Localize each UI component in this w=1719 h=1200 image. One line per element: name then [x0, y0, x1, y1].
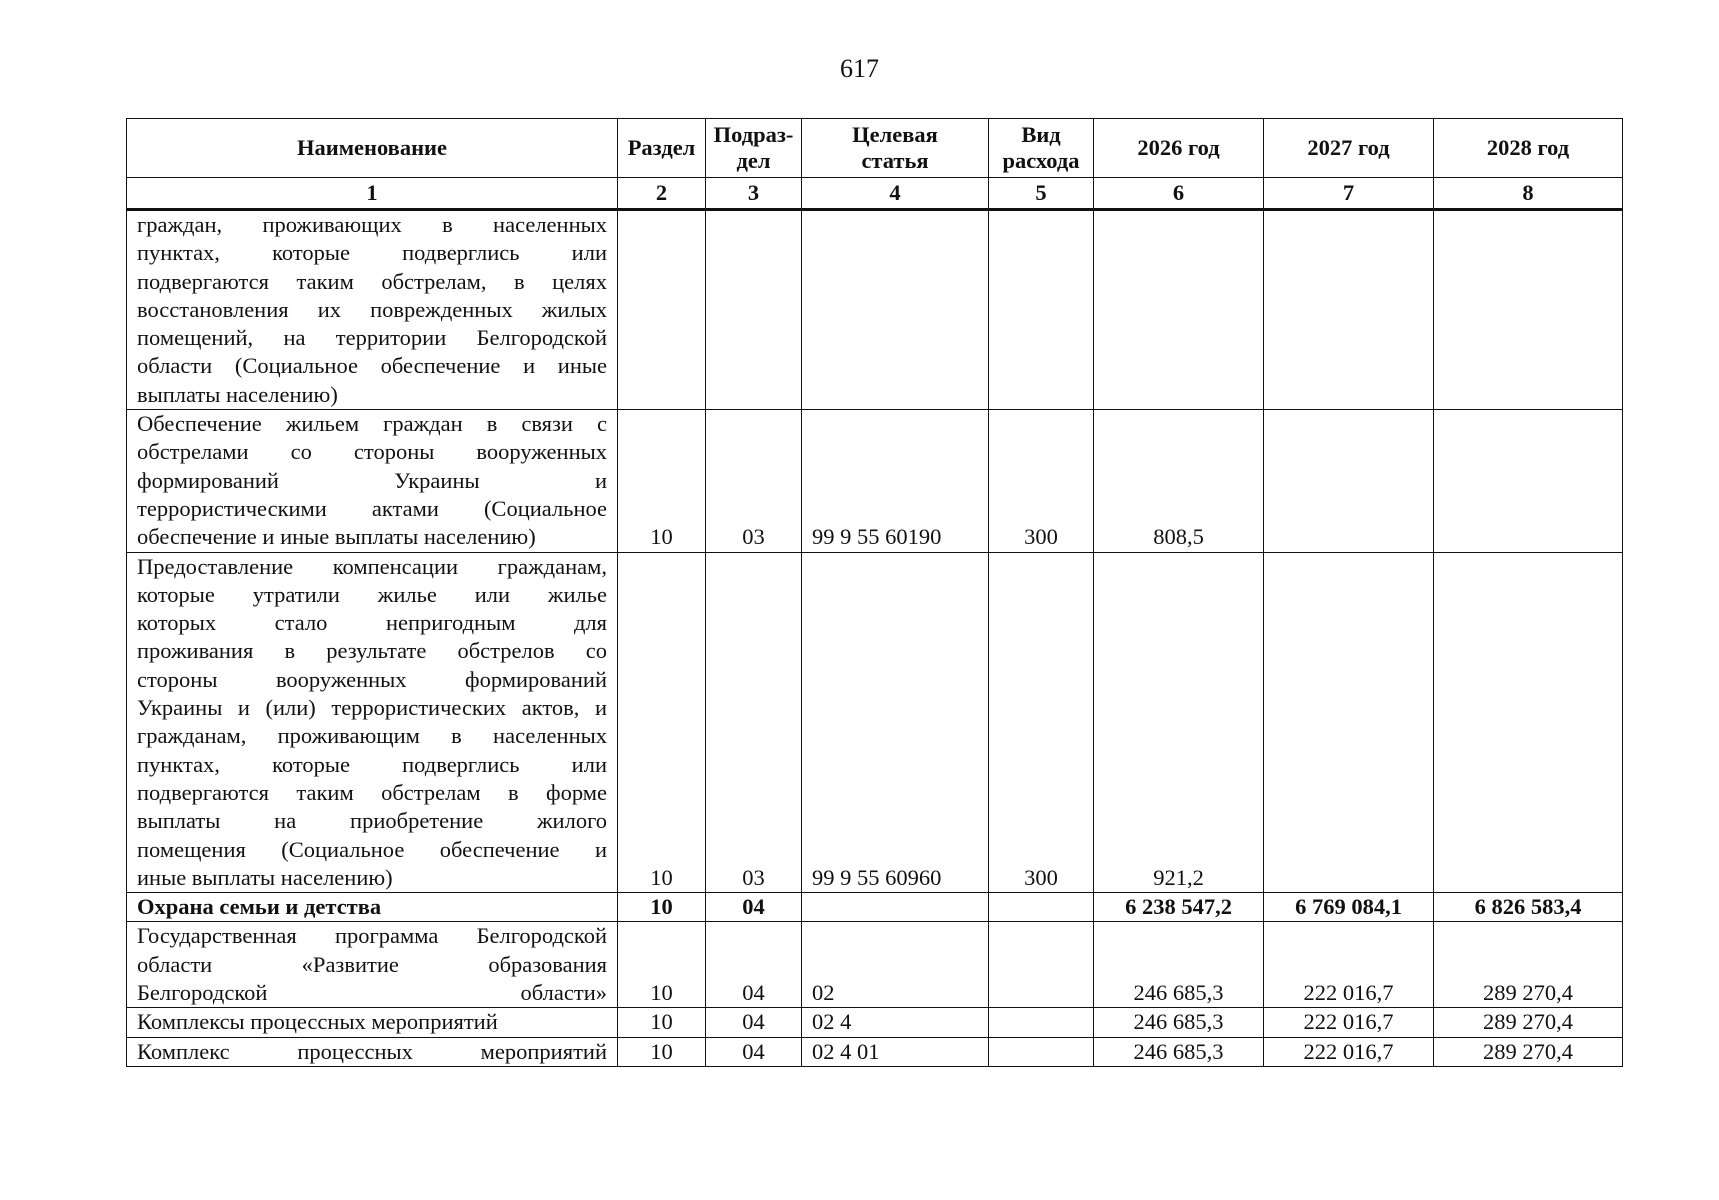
- row-name-cell: [127, 410, 618, 552]
- row-name-line: пунктах, которые подверглись или: [137, 240, 607, 266]
- amount-2028-cell: [1434, 410, 1623, 552]
- podrazdel-cell: 04: [706, 922, 802, 1008]
- amount-2026-cell: 246 685,3: [1094, 1037, 1264, 1066]
- razdel-cell: 10: [618, 1037, 706, 1066]
- row-name-line: пунктах, которые подверглись или: [137, 751, 607, 777]
- podrazdel-cell: 04: [706, 1037, 802, 1066]
- razdel-cell: 10: [618, 1008, 706, 1037]
- row-name-line: Охрана семьи и детства: [137, 894, 382, 920]
- vid-cell: [989, 1008, 1094, 1037]
- row-name-line: восстановления их поврежденных жилых: [137, 296, 607, 322]
- tselevaya-cell: 02: [802, 922, 989, 1008]
- table-row: [127, 1008, 1623, 1037]
- razdel-cell: 10: [618, 893, 706, 922]
- razdel-cell: 10: [618, 552, 706, 893]
- budget-table: [126, 118, 1623, 1067]
- vid-cell: [989, 1037, 1094, 1066]
- column-number: 4: [802, 178, 989, 210]
- row-name-line: Белгородской области»: [137, 980, 607, 1006]
- table-body: [127, 210, 1623, 1067]
- page-number: 617: [840, 54, 879, 83]
- podrazdel-cell: 04: [706, 893, 802, 922]
- row-name-line: Предоставление компенсации гражданам,: [137, 553, 607, 579]
- row-name-cell: [127, 552, 618, 893]
- row-name-line: выплаты на приобретение жилого: [137, 808, 607, 834]
- row-name-line: области «Развитие образования: [137, 951, 607, 977]
- row-name-line: гражданам, проживающим в населенных: [137, 723, 607, 749]
- vid-cell: [989, 210, 1094, 410]
- amount-2027-cell: 222 016,7: [1264, 1037, 1434, 1066]
- row-name-cell: [127, 210, 618, 410]
- row-name-line: Комплекс процессных мероприятий: [137, 1038, 607, 1064]
- row-name-line: выплаты населению): [137, 381, 338, 407]
- header-podrazdel: Подраз- дел: [706, 119, 802, 178]
- row-name-line: проживания в результате обстрелов со: [137, 638, 607, 664]
- amount-2028-cell: 289 270,4: [1434, 1008, 1623, 1037]
- header-vid: Вид расхода: [989, 119, 1094, 178]
- row-name-line: Комплексы процессных мероприятий: [137, 1009, 498, 1035]
- row-name-line: подвергаются таким обстрелам, в целях: [137, 268, 607, 294]
- column-number: 8: [1434, 178, 1623, 210]
- tselevaya-cell: 02 4 01: [802, 1037, 989, 1066]
- row-name-cell: [127, 893, 618, 922]
- tselevaya-cell: [802, 210, 989, 410]
- header-2028: 2028 год: [1434, 119, 1623, 178]
- table-row: [127, 552, 1623, 893]
- amount-2028-cell: 6 826 583,4: [1434, 893, 1623, 922]
- header-2027: 2027 год: [1264, 119, 1434, 178]
- tselevaya-cell: [802, 893, 989, 922]
- amount-2028-cell: 289 270,4: [1434, 922, 1623, 1008]
- column-number: 5: [989, 178, 1094, 210]
- vid-cell: 300: [989, 552, 1094, 893]
- amount-2027-cell: 6 769 084,1: [1264, 893, 1434, 922]
- amount-2027-cell: [1264, 552, 1434, 893]
- row-name-line: помещений, на территории Белгородской: [137, 325, 607, 351]
- amount-2028-cell: 289 270,4: [1434, 1037, 1623, 1066]
- column-number: 6: [1094, 178, 1264, 210]
- row-name-line: Обеспечение жильем граждан в связи с: [137, 411, 607, 437]
- row-name-line: иные выплаты населению): [137, 864, 393, 890]
- podrazdel-cell: [706, 210, 802, 410]
- row-name-line: которые утратили жилье или жилье: [137, 581, 607, 607]
- vid-cell: [989, 893, 1094, 922]
- row-name-line: террористическими актами (Социальное: [137, 495, 607, 521]
- column-number: 1: [127, 178, 618, 210]
- row-name-line: Украины и (или) террористических актов, и: [137, 695, 607, 721]
- header-name: Наименование: [127, 119, 618, 178]
- amount-2026-cell: [1094, 210, 1264, 410]
- tselevaya-cell: 99 9 55 60960: [802, 552, 989, 893]
- podrazdel-cell: 03: [706, 552, 802, 893]
- header-2026: 2026 год: [1094, 119, 1264, 178]
- row-name-line: обеспечение и иные выплаты населению): [137, 524, 536, 550]
- table-row: [127, 410, 1623, 552]
- podrazdel-cell: 03: [706, 410, 802, 552]
- header-razdel: Раздел: [618, 119, 706, 178]
- row-name-line: формирований Украины и: [137, 467, 607, 493]
- vid-cell: 300: [989, 410, 1094, 552]
- amount-2026-cell: 246 685,3: [1094, 922, 1264, 1008]
- tselevaya-cell: 99 9 55 60190: [802, 410, 989, 552]
- amount-2026-cell: 6 238 547,2: [1094, 893, 1264, 922]
- row-name-line: помещения (Социальное обеспечение и: [137, 836, 607, 862]
- amount-2027-cell: 222 016,7: [1264, 922, 1434, 1008]
- amount-2026-cell: 808,5: [1094, 410, 1264, 552]
- vid-cell: [989, 922, 1094, 1008]
- row-name-line: обстрелами со стороны вооруженных: [137, 439, 607, 465]
- table-row: [127, 210, 1623, 410]
- amount-2027-cell: 222 016,7: [1264, 1008, 1434, 1037]
- table-row: [127, 893, 1623, 922]
- row-name-line: стороны вооруженных формирований: [137, 666, 607, 692]
- razdel-cell: [618, 210, 706, 410]
- podrazdel-cell: 04: [706, 1008, 802, 1037]
- tselevaya-cell: 02 4: [802, 1008, 989, 1037]
- row-name-cell: [127, 1008, 618, 1037]
- amount-2028-cell: [1434, 552, 1623, 893]
- row-name-cell: [127, 922, 618, 1008]
- amount-2027-cell: [1264, 210, 1434, 410]
- row-name-line: граждан, проживающих в населенных: [137, 212, 607, 237]
- table-row: [127, 1037, 1623, 1066]
- amount-2028-cell: [1434, 210, 1623, 410]
- header-tselevaya: Целевая статья: [802, 119, 989, 178]
- row-name-line: Государственная программа Белгородской: [137, 923, 607, 949]
- row-name-line: области (Социальное обеспечение и иные: [137, 353, 607, 379]
- header-row: [127, 119, 1623, 178]
- column-number: 3: [706, 178, 802, 210]
- row-name-line: которых стало непригодным для: [137, 610, 607, 636]
- column-number-row: [127, 178, 1623, 210]
- row-name-cell: [127, 1037, 618, 1066]
- column-number: 7: [1264, 178, 1434, 210]
- row-name-line: подвергаются таким обстрелам в форме: [137, 779, 607, 805]
- amount-2026-cell: 246 685,3: [1094, 1008, 1264, 1037]
- column-number: 2: [618, 178, 706, 210]
- razdel-cell: 10: [618, 922, 706, 1008]
- razdel-cell: 10: [618, 410, 706, 552]
- table-row: [127, 922, 1623, 1008]
- amount-2026-cell: 921,2: [1094, 552, 1264, 893]
- amount-2027-cell: [1264, 410, 1434, 552]
